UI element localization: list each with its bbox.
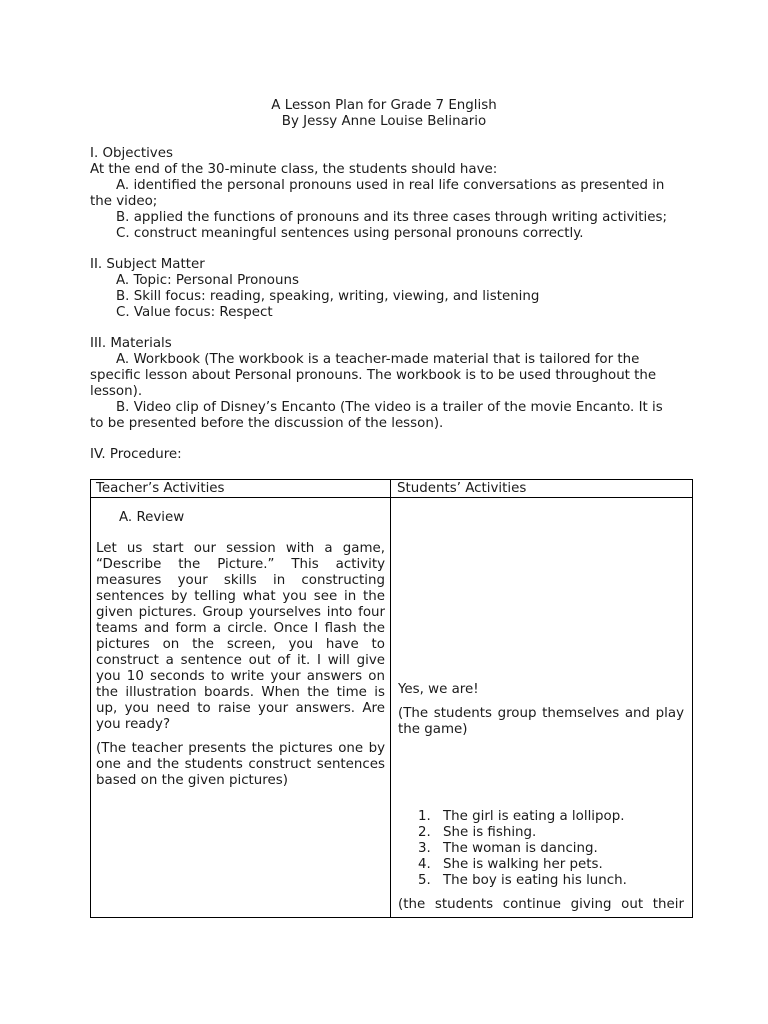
objective-a-line1: A. identified the personal pronouns used in real life conversations as presented in <box>116 178 665 193</box>
list-item <box>398 809 684 825</box>
list-item <box>398 825 684 841</box>
teacher-instructions: Let us start our session with a game, “Describe the Picture.” This activity measures your skills in constructing sentences by telling what you see in the given pictures. Group yourselves into four teams and form a circle. Once I flash the pictures on the screen, you have to construct a sentence out of it. I will give you 10 seconds to write your answers on the illustration boards. When the time is up, you need to raise your answers. Are you ready? <box>96 541 385 732</box>
answer-text: The woman is dancing. <box>443 841 598 856</box>
answer-text: The girl is eating a lollipop. <box>443 809 625 824</box>
material-a-line1: A. Workbook (The workbook is a teacher-made material that is tailored for the <box>116 352 640 367</box>
materials-section <box>90 336 690 432</box>
list-number: 2. <box>418 825 431 840</box>
lesson-plan-title: A Lesson Plan for Grade 7 English <box>271 98 497 113</box>
students-activities-header: Students’ Activities <box>397 481 527 496</box>
objective-c: C. construct meaningful sentences using personal pronouns correctly. <box>116 226 584 241</box>
answer-text: She is fishing. <box>443 825 537 840</box>
teacher-presentation-note: (The teacher presents the pictures one by one and the students construct sentences based on the given pictures) <box>96 741 385 788</box>
list-number: 3. <box>418 841 431 856</box>
author-line: By Jessy Anne Louise Belinario <box>281 114 487 129</box>
list-number: 4. <box>418 857 431 872</box>
student-reply-cell <box>398 682 684 738</box>
subject-value-focus: C. Value focus: Respect <box>116 305 273 320</box>
column-divider <box>390 480 391 917</box>
subject-topic: A. Topic: Personal Pronouns <box>116 273 299 288</box>
list-item <box>398 841 684 857</box>
list-number: 5. <box>418 873 431 888</box>
objective-a-line2: the video; <box>90 194 158 209</box>
material-a-line2: specific lesson about Personal pronouns. The workbook is to be used throughout the <box>90 368 657 383</box>
material-b-line1: B. Video clip of Disney’s Encanto (The video is a trailer of the movie Encanto. It is <box>116 400 663 415</box>
student-action-note: (The students group themselves and play the game) <box>398 706 684 737</box>
objectives-heading: I. Objectives <box>90 146 173 161</box>
objectives-section <box>90 146 690 242</box>
list-item <box>398 873 684 889</box>
answer-text: She is walking her pets. <box>443 857 603 872</box>
materials-heading: III. Materials <box>90 336 172 351</box>
answers-list <box>398 809 684 889</box>
objectives-intro: At the end of the 30-minute class, the students should have: <box>90 162 498 177</box>
subject-matter-heading: II. Subject Matter <box>90 257 205 272</box>
objective-b: B. applied the functions of pronouns and its three cases through writing activities; <box>116 210 667 225</box>
list-item <box>398 857 684 873</box>
procedure-section <box>90 447 690 463</box>
material-a-line3: lesson). <box>90 384 143 399</box>
list-number: 1. <box>418 809 431 824</box>
procedure-heading: IV. Procedure: <box>90 447 182 462</box>
answer-text: The boy is eating his lunch. <box>443 873 627 888</box>
subject-matter-section <box>90 257 690 321</box>
table-header-row <box>91 480 692 498</box>
procedure-table <box>90 479 693 918</box>
student-answers-cell <box>398 809 684 913</box>
student-reply: Yes, we are! <box>398 682 479 697</box>
spacer <box>398 889 684 897</box>
spacer <box>398 698 684 706</box>
teacher-activities-header: Teacher’s Activities <box>96 481 225 496</box>
student-continue-note: (the students continue giving out their <box>398 897 684 912</box>
spacer <box>96 526 385 541</box>
spacer <box>96 733 385 741</box>
review-heading: A. Review <box>119 510 185 525</box>
document-title-block <box>0 98 768 130</box>
subject-skill-focus: B. Skill focus: reading, speaking, writing, viewing, and listening <box>116 289 540 304</box>
material-b-line2: to be presented before the discussion of the lesson). <box>90 416 444 431</box>
teacher-activities-cell <box>96 510 385 789</box>
